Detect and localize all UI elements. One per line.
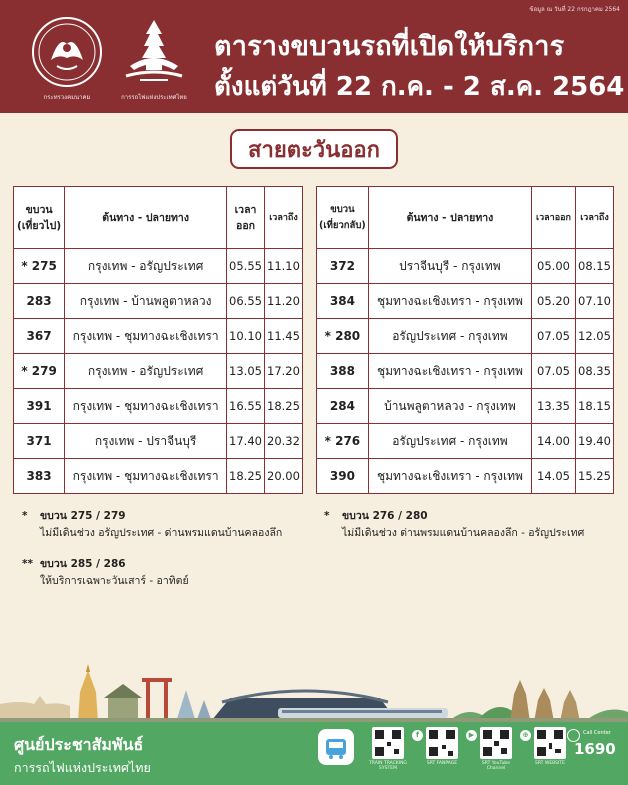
note-label: ขบวน 285 / 286 [40,558,126,570]
qr-caption: SRT FANPAGE [426,761,458,766]
inbound-header-train: ขบวน (เที่ยวกลับ) [317,187,369,249]
depart-time: 06.55 [227,284,265,319]
depart-time: 17.40 [227,424,265,459]
call-center-label: Call Center [583,730,611,736]
arrive-time: 20.00 [264,459,302,494]
train-route: อรัญประเทศ - กรุงเทพ [368,424,531,459]
qr-fanpage[interactable] [418,727,466,766]
arrive-time: 19.40 [575,424,613,459]
note-mark: ** [22,558,33,570]
arrive-time: 15.25 [575,459,613,494]
train-number: 372 [317,249,369,284]
table-row [317,459,614,494]
table-row [317,424,614,459]
arrive-time: 18.25 [264,389,302,424]
header-banner [0,0,628,113]
train-route: กรุงเทพ - ชุมทางฉะเชิงเทรา [65,319,227,354]
depart-time: 05.00 [532,249,576,284]
qr-caption: TRAIN TRACKING SYSTEM [369,761,407,771]
arrive-time: 08.35 [575,354,613,389]
table-row [14,319,303,354]
train-route: กรุงเทพ - บ้านพลูตาหลวง [65,284,227,319]
train-route: กรุงเทพ - อรัญประเทศ [65,354,227,389]
train-number: 371 [14,424,65,459]
train-number: * 275 [14,249,65,284]
depart-time: 10.10 [227,319,265,354]
depart-time: 13.35 [532,389,576,424]
train-number: 284 [317,389,369,424]
note-outbound [22,508,312,542]
footer-subtitle: การรถไฟแห่งประเทศไทย [14,760,151,775]
inbound-header-depart: เวลาออก [532,187,576,249]
ministry-caption: กระทรวงคมนาคม [43,94,91,101]
outbound-timetable [13,186,303,494]
youtube-icon[interactable]: ▶ [466,730,477,741]
table-row [317,319,614,354]
note-text: ไม่มีเดินช่วง อรัญประเทศ - ด่านพรมแดนบ้านคลองลึก [40,527,283,539]
inbound-header-route: ต้นทาง - ปลายทาง [368,187,531,249]
page-title: ตารางขบวนรถที่เปิดให้บริการ [214,31,565,62]
arrive-time: 11.45 [264,319,302,354]
train-number: * 280 [317,319,369,354]
note-mark: * [324,510,330,522]
qr-caption: SRT YouTube Channel [481,761,511,771]
srt-caption: การรถไฟแห่งประเทศไทย [121,94,187,101]
train-number: 283 [14,284,65,319]
depart-time: 05.20 [532,284,576,319]
arrive-time: 08.15 [575,249,613,284]
depart-time: 18.25 [227,459,265,494]
page-subtitle-dates: ตั้งแต่วันที่ 22 ก.ค. - 2 ส.ค. 2564 [214,72,625,102]
note-mark: * [22,510,28,522]
table-row [14,389,303,424]
train-number: 384 [317,284,369,319]
table-row [14,354,303,389]
landmark-illustration [0,660,628,722]
note-label: ขบวน 276 / 280 [342,510,428,522]
depart-time: 16.55 [227,389,265,424]
depart-time: 07.05 [532,319,576,354]
route-badge: สายตะวันออก [230,129,398,169]
table-row [14,459,303,494]
train-route: กรุงเทพ - ชุมทางฉะเชิงเทรา [65,389,227,424]
train-route: กรุงเทพ - ชุมทางฉะเชิงเทรา [65,459,227,494]
train-number: 390 [317,459,369,494]
train-route: กรุงเทพ - อรัญประเทศ [65,249,227,284]
table-row [14,249,303,284]
note-weekend [22,556,312,590]
call-center-number[interactable]: 1690 [574,740,616,758]
arrive-time: 12.05 [575,319,613,354]
train-route: ชุมทางฉะเชิงเทรา - กรุงเทพ [368,354,531,389]
train-number: 391 [14,389,65,424]
train-number: * 276 [317,424,369,459]
note-text: ไม่มีเดินช่วง ด่านพรมแดนบ้านคลองลึก - อรัญประเทศ [342,527,585,539]
arrive-time: 20.32 [264,424,302,459]
table-row [14,424,303,459]
table-row [317,389,614,424]
qr-code-icon [372,727,404,759]
train-number: 388 [317,354,369,389]
ministry-logo-icon [29,14,105,94]
qr-code-icon [426,727,458,759]
qr-code-icon [534,727,566,759]
train-route: ชุมทางฉะเชิงเทรา - กรุงเทพ [368,284,531,319]
outbound-header-row [14,187,303,249]
inbound-header-row [317,187,614,249]
arrive-time: 11.10 [264,249,302,284]
arrive-time: 17.20 [264,354,302,389]
depart-time: 07.05 [532,354,576,389]
facebook-icon[interactable]: f [412,730,423,741]
outbound-header-route: ต้นทาง - ปลายทาง [65,187,227,249]
qr-train-tracking[interactable] [364,727,412,771]
outbound-header-depart: เวลา ออก [227,187,265,249]
table-row [317,249,614,284]
qr-caption: SRT WEBSITE [535,761,565,766]
outbound-header-arrive: เวลาถึง [264,187,302,249]
train-route: อรัญประเทศ - กรุงเทพ [368,319,531,354]
table-row [14,284,303,319]
inbound-header-arrive: เวลาถึง [575,187,613,249]
note-inbound [324,508,614,542]
train-number: 367 [14,319,65,354]
data-date-note: ข้อมูล ณ วันที่ 22 กรกฎาคม 2564 [529,6,620,13]
srt-logo-icon [116,14,192,94]
depart-time: 14.00 [532,424,576,459]
footer-bar [0,722,628,785]
footer-title: ศูนย์ประชาสัมพันธ์ [14,735,144,754]
tracking-app-icon[interactable] [318,729,354,765]
depart-time: 05.55 [227,249,265,284]
table-row [317,354,614,389]
note-text: ให้บริการเฉพาะวันเสาร์ - อาทิตย์ [40,575,189,587]
web-icon[interactable]: ⊕ [520,730,531,741]
outbound-header-train: ขบวน (เที่ยวไป) [14,187,65,249]
train-route: กรุงเทพ - ปราจีนบุรี [65,424,227,459]
note-label: ขบวน 275 / 279 [40,510,126,522]
depart-time: 14.05 [532,459,576,494]
train-number: 383 [14,459,65,494]
inbound-timetable [316,186,614,494]
arrive-time: 18.15 [575,389,613,424]
train-number: * 279 [14,354,65,389]
table-row [317,284,614,319]
arrive-time: 11.20 [264,284,302,319]
arrive-time: 07.10 [575,284,613,319]
qr-youtube[interactable] [472,727,520,771]
train-route: บ้านพลูตาหลวง - กรุงเทพ [368,389,531,424]
depart-time: 13.05 [227,354,265,389]
train-route: ปราจีนบุรี - กรุงเทพ [368,249,531,284]
qr-code-icon [480,727,512,759]
train-route: ชุมทางฉะเชิงเทรา - กรุงเทพ [368,459,531,494]
